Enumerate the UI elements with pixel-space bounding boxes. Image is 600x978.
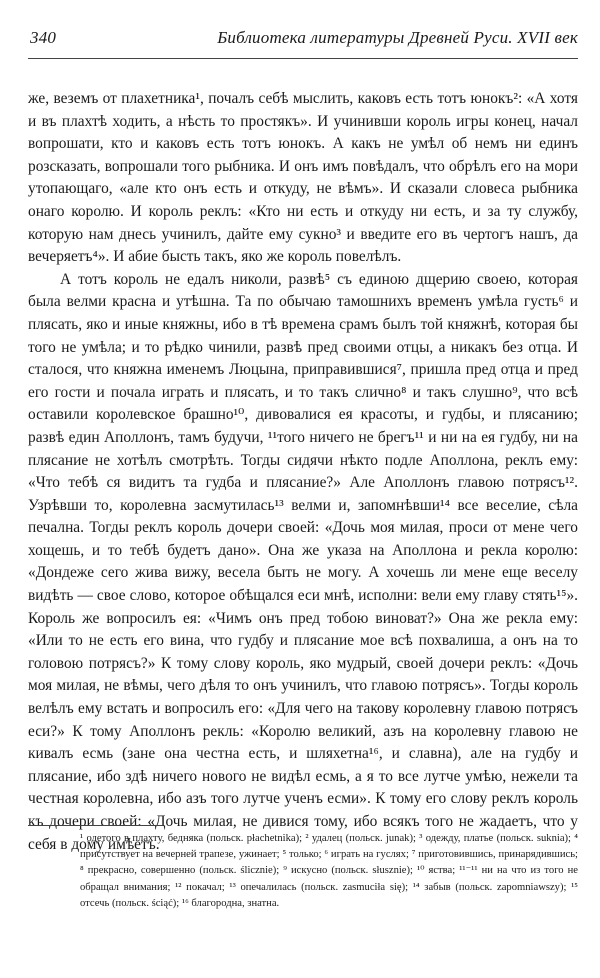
footnote-rule [28, 825, 163, 826]
page-header [30, 28, 578, 48]
paragraph: А тотъ король не едалъ николи, развѣ⁵ съ единою дщерию своею, которая была велми красна и утѣшна. Та по обычаю тамошнихъ временъ умѣла густь⁶ и плясать, яко и иные княжны, ибо в тѣ времена срамъ былъ той княжнѣ, которая бы того не умѣла; и то рѣдко чинили, развѣ пред своими отцы, а никакъ без отца. И сталося, что княжна именемъ Люцына, приправившися⁷, пришла пред отца и пред его гости и почала играть и плясать, и то такъ слично⁸ и такъ слушно⁹, что всѣ оставили королевское брашно¹⁰, дивовалися ея красоты, и гудбы, и плясанию; развѣ един Аполлонъ, тамъ будучи, ¹¹того ничего не брегъ¹¹ и ни на ея гудбу, ни на плясание не хотѣлъ смотрѣть. Тогды сидячи нѣкто подле Аполлона, реклъ ему: «Что тебѣ ся видитъ та гудба и плясание?» Але Аполлонъ главою потрясъ¹². Узрѣвши то, королевна засмутилась¹³ велми и, запомнѣвши¹⁴ все веселие, сѣла печална. Тогды реклъ король дочери своей: «Дочь моя милая, проси от мене чего хощешь, и то тебѣ будетъ дано». Она же указа на Аполлона и рекла королю: «Дондеже сего жива вижу, весела быть не могу. А хочешь ли мене еще веселу видѣть — свое слово, которое обѣщался еси мнѣ, исполни: вели ему главу стять¹⁵». Король же вопросилъ ея: «Чимъ онъ пред тобою виноват?» Она же рекла ему: «Или то не есть его вина, что гудбу и плясание мое всѣ похвалиша, а онъ на то головою потрясъ?» К тому слову король, яко мудрый, своей дочери реклъ: «Дочь моя милая, не вѣмы, чего дѣля то онъ учинилъ, что главою потрясъ». Тогды король велѣлъ ему встать и вопросилъ его: «Для чего на такову королевну главою потрясъ еси?» К тому Аполлонъ рекль: «Королю великий, азъ на королевну главою не кивалъ есмь (зане она честна есть, и шляхетна¹⁶, и славна), але на гудбу и плясание, ибо здѣ ничего нового не видѣл есмь, а я то все лутче умѣю, нежели та честная королевна, ибо азъ того лутче ученъ есми». К тому его слову реклъ король къ дочери своей: «Дочь милая, не дивися тому, ибо всякъ того не жадаетъ, что у себя в дому имѣетъ. [28, 270, 578, 853]
main-text [28, 88, 578, 856]
running-title: Библиотека литературы Древней Руси. XVII век [217, 28, 578, 47]
page-number: 340 [30, 28, 57, 47]
header-rule [28, 58, 578, 59]
footnotes: ¹ одетого в плахту, бедняка (польск. płachetnika); ² удалец (польск. junak); ³ одежду, платье (польск. suknia); ⁴ присутствует на вечерней трапезе, ужинает; ⁵ только; ⁶ играть на гуслях; ⁷ приготовившись, принарядившись; ⁸ прекрасно, совершенно (польск. ślicznie); ⁹ искусно (польск. słusznie); ¹⁰ яства; ¹¹⁻¹¹ ни на что из того не обращал внимания; ¹² покачал; ¹³ опечалилась (польск. zasmuciła się); ¹⁴ забыв (польск. zapomniawszy); ¹⁵ отсечь (польск. ściąć); ¹⁶ благородна, знатна. [80, 833, 578, 909]
paragraph: же, веземъ от плахетника¹, почалъ себѣ мыслить, каковъ есть тотъ юнокъ²: «А хотя и въ плахтѣ ходить, а нѣсть то простякъ». И учинивши король игры конец, начал вопрошати, кто и каковъ есть тотъ юнокъ. А какъ не умѣл об немъ ни единъ розсказать, вопрошали того рыбника. И онъ имъ повѣдалъ, что обрѣлъ его на мори утопающаго, «але кто онъ есть и откуду, не вѣмъ». И сказали словеса рыбника онаго королю. И король реклъ: «Кто ни есть и откуду ни есть, и за ту службу, которую нам днесь учинилъ, дайте ему сукно³ и введите его въ чертогъ нашъ, да вечеряетъ⁴». И абие бысть такъ, яко же король повелѣлъ. [28, 90, 578, 266]
